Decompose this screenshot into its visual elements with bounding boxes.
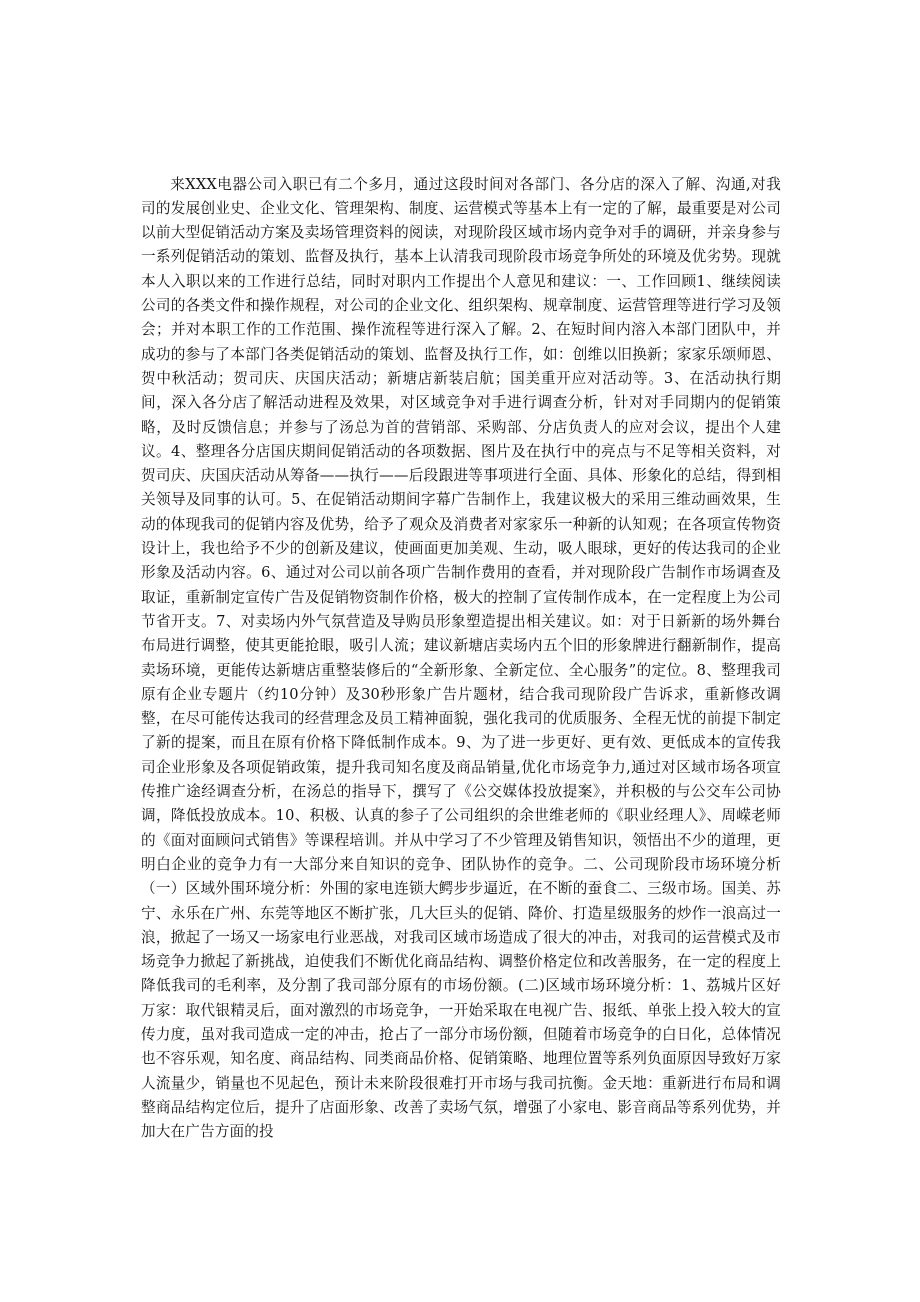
body-paragraph: 来XXX电器公司入职已有二个多月，通过这段时间对各部门、各分店的深入了解、沟通,对我司的发展创业史、企业文化、管理架构、制度、运营模式等基本上有一定的了解，最重要是对公司以前大型促销活动方案及卖场管理资料的阅读，对现阶段区域市场内竞争对手的调研，并亲身参与一系列促销活动的策划、监督及执行，基本上认清我司现阶段市场竞争所处的环境及优劣势。现就本人入职以来的工作进行总结，同时对职内工作提出个人意见和建议：一、工作回顾1、继续阅读公司的各类文件和操作规程，对公司的企业文化、组织架构、规章制度、运营管理等进行学习及领会；并对本职工作的工作范围、操作流程等进行深入了解。2、在短时间内溶入本部门团队中，并成功的参与了本部门各类促销活动的策划、监督及执行工作，如：创维以旧换新；家家乐颂师恩、贺中秋活动；贺司庆、庆国庆活动；新塘店新装启航；国美重开应对活动等。3、在活动执行期间，深入各分店了解活动进程及效果，对区域竞争对手进行调查分析，针对对手同期内的促销策略，及时反馈信息；并参与了汤总为首的营销部、采购部、分店负责人的应对会议，提出个人建议。4、整理各分店国庆期间促销活动的各项数据、图片及在执行中的亮点与不足等相关资料，对贺司庆、庆国庆活动从筹备——执行——后段跟进等事项进行全面、具体、形象化的总结，得到相关领导及同事的认可。5、在促销活动期间字幕广告制作上，我建议极大的采用三维动画效果，生动的体现我司的促销内容及优势，给予了观众及消费者对家家乐一种新的认知观；在各项宣传物资设计上，我也给予不少的创新及建议，使画面更加美观、生动，吸人眼球，更好的传达我司的企业形象及活动内容。6、通过对公司以前各项广告制作费用的查看，并对现阶段广告制作市场调查及取证，重新制定宣传广告及促销物资制作价格，极大的控制了宣传制作成本，在一定程度上为公司节省开支。7、对卖场内外气氛营造及导购员形象塑造提出相关建议。如：对于日新新的场外舞台布局进行调整，使其更能抢眼，吸引人流；建议新塘店卖场内五个旧的形象牌进行翻新制作，提高卖场环境，更能传达新塘店重整装修后的“全新形象、全新定位、全心服务”的定位。8、整理我司原有企业专题片（约10分钟）及30秒形象广告片题材，结合我司现阶段广告诉求，重新修改调整，在尽可能传达我司的经营理念及员工精神面貌，强化我司的优质服务、全程无忧的前提下制定了新的提案，而且在原有价格下降低制作成本。9、为了进一步更好、更有效、更低成本的宣传我司企业形象及各项促销政策，提升我司知名度及商品销量,优化市场竞争力,通过对区域市场各项宣传推广途经调查分析，在汤总的指导下，撰写了《公交媒体投放提案》，并积极的与公交车公司协调，降低投放成本。10、积极、认真的参子了公司组织的余世维老师的《职业经理人》、周嵘老师的《面对面顾问式销售》等课程培训。并从中学习了不少管理及销售知识，领悟出不少的道理，更明白企业的竞争力有一大部分来自知识的竞争、团队协作的竞争。二、公司现阶段市场环境分析（一）区域外围环境分析：外围的家电连锁大鳄步步逼近，在不断的蚕食二、三级市场。国美、苏宁、永乐在广州、东莞等地区不断扩张，几大巨头的促销、降价、打造星级服务的炒作一浪高过一浪，掀起了一场又一场家电行业恶战，对我司区域市场造成了很大的冲击，对我司的运营模式及市场竞争力掀起了新挑战，迫使我们不断优化商品结构、调整价格定位和改善服务，在一定的程度上降低我司的毛利率，及分割了我司部分原有的市场份额。(二)区域市场环境分析：1、荔城片区好万家：取代银精灵后，面对激烈的市场竞争，一开始采取在电视广告、报纸、单张上投入较大的宣传力度，虽对我司造成一定的冲击，抢占了一部分市场份额，但随着市场竞争的白日化，总体情况也不容乐观，知名度、商品结构、同类商品价格、促销策略、地理位置等系列负面原因导致好万家人流量少，销量也不见起色，预计未来阶段很难打开市场与我司抗衡。金天地：重新进行布局和调整商品结构定位后，提升了店面形象、改善了卖场气氛，增强了小家电、影音商品等系列优势，并加大在广告方面的投 <box>141 175 781 1141</box>
